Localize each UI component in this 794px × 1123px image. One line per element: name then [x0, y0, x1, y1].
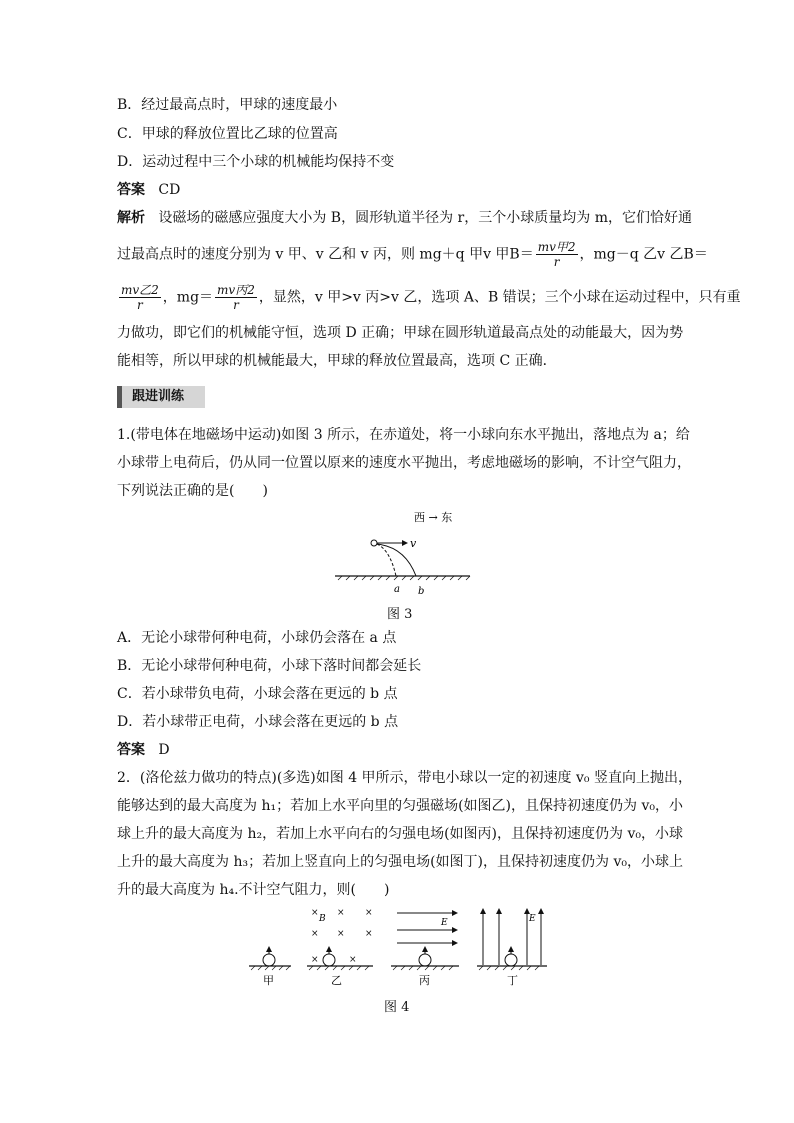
field-b-label: B — [319, 914, 326, 924]
fraction-2 — [119, 283, 161, 312]
option-b: B．经过最高点时，甲球的速度最小 — [117, 97, 338, 113]
label-ding: 丁 — [507, 974, 518, 987]
fraction-3 — [215, 283, 257, 312]
analysis-line-3 — [117, 283, 741, 312]
figure-3-caption: 图 3 — [387, 607, 413, 622]
label-yi: 乙 — [331, 974, 342, 987]
q1-answer-line — [117, 740, 170, 760]
q2-line-2: 能够达到的最大高度为 h₁；若加上水平向里的匀强磁场(如图乙)，且保持初速度仍为 v₀，小 — [117, 798, 683, 814]
q1-line-3: 下列说法正确的是( ) — [117, 483, 268, 499]
q1-option-c: C．若小球带负电荷，小球会落在更远的 b 点 — [117, 686, 398, 702]
svg-text:×: × — [349, 955, 357, 965]
svg-text:×: × — [337, 908, 345, 918]
analysis-line-4: 力做功，即它们的机械能守恒，选项 D 正确；甲球在圆形轨道最高点处的动能最大，因为势 — [117, 325, 684, 341]
velocity-arrowhead-icon — [402, 540, 408, 546]
fraction-1 — [536, 240, 578, 269]
analysis-text-1: 设磁场的磁感应强度大小为 B，圆形轨道半径为 r，三个小球质量均为 m，它们恰好通 — [158, 210, 692, 226]
svg-text:×: × — [337, 929, 345, 939]
svg-text:×: × — [311, 955, 319, 965]
point-b-label: b — [418, 586, 425, 597]
answer-line — [117, 180, 180, 200]
svg-text:×: × — [311, 929, 319, 939]
analysis-line-5: 能相等，所以甲球的机械能最大，甲球的释放位置最高，选项 C 正确． — [117, 353, 557, 369]
panel-yi — [307, 908, 373, 970]
q1-option-a: A．无论小球带何种电荷，小球仍会落在 a 点 — [117, 630, 397, 646]
point-a-label: a — [394, 584, 400, 595]
figure-4-caption: 图 4 — [384, 1000, 410, 1015]
q1-option-d: D．若小球带正电荷，小球会落在更远的 b 点 — [117, 714, 399, 730]
svg-text:×: × — [365, 929, 373, 939]
fraction-2-num: mv乙2 — [121, 283, 159, 297]
ball-icon — [371, 540, 377, 546]
fraction-3-den: r — [233, 298, 239, 312]
direction-label: 西 → 东 — [414, 511, 453, 524]
option-d: D．运动过程中三个小球的机械能均保持不变 — [117, 154, 395, 170]
q2-line-3: 球上升的最大高度为 h₂，若加上水平向右的匀强电场(如图丙)，且保持初速度仍为 v₀，小球 — [117, 826, 683, 842]
q1-line-1: 1.(带电体在地磁场中运动)如图 3 所示，在赤道处，将一小球向东水平抛出，落地点为 a；给 — [117, 427, 690, 443]
fraction-1-num: mv甲2 — [537, 240, 576, 254]
q1-line-2: 小球带上电荷后，仍从同一位置以原来的速度水平抛出，考虑地磁场的影响，不计空气阻力， — [117, 455, 691, 471]
answer-value: CD — [158, 182, 181, 198]
field-e-up-label: E — [529, 914, 536, 924]
analysis-line-1 — [117, 208, 692, 228]
analysis-label: 解析 — [117, 210, 145, 226]
fraction-1-den: r — [553, 255, 560, 269]
analysis-text-2b: ，mg－q 乙v 乙B＝ — [579, 246, 708, 263]
figure-3 — [330, 505, 480, 600]
q2-line-4: 上升的最大高度为 h₃；若加上竖直向上的匀强电场(如图丁)，且保持初速度仍为 v₀，小球上 — [117, 854, 683, 870]
analysis-text-2a: 过最高点时的速度分别为 v 甲、v 乙和 v 丙，则 mg＋q 甲v 甲B＝ — [117, 246, 534, 263]
q2-line-1: 2．(洛伦兹力做功的特点)(多选)如图 4 甲所示，带电小球以一定的初速度 v₀ 竖直向上抛出， — [117, 770, 692, 786]
answer-label: 答案 — [117, 182, 145, 198]
svg-text:×: × — [311, 908, 319, 918]
analysis-text-3b: ，显然，v 甲>v 丙>v 乙，选项 A、B 错误；三个小球在运动过程中，只有重 — [258, 289, 741, 306]
fraction-2-den: r — [137, 298, 143, 312]
q1-option-b: B．无论小球带何种电荷，小球下落时间都会延长 — [117, 658, 422, 674]
figure-4 — [245, 903, 550, 988]
q1-answer-label: 答案 — [117, 742, 145, 758]
q2-line-5: 升的最大高度为 h₄.不计空气阻力，则( ) — [117, 882, 390, 898]
label-bing: 丙 — [419, 974, 430, 987]
field-e-right-label: E — [441, 918, 448, 928]
section-title: 跟进训练 — [117, 386, 205, 408]
label-jia: 甲 — [263, 974, 274, 987]
panel-jia — [249, 947, 291, 970]
option-c: C．甲球的释放位置比乙球的位置高 — [117, 126, 338, 142]
analysis-text-3a: ，mg＝ — [162, 289, 214, 306]
analysis-line-2 — [117, 240, 708, 269]
q1-answer-value: D — [158, 742, 170, 758]
svg-text:×: × — [365, 908, 373, 918]
velocity-label: v — [410, 537, 417, 550]
panel-ding — [477, 909, 547, 970]
panel-bing — [391, 913, 459, 970]
fraction-3-num: mv丙2 — [217, 283, 255, 297]
